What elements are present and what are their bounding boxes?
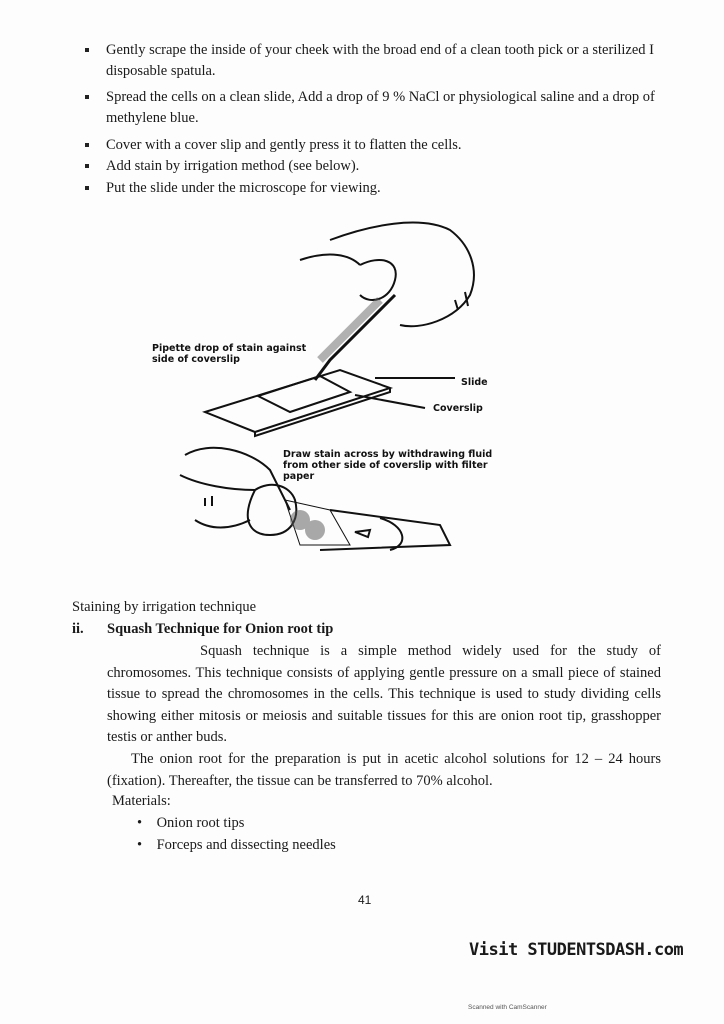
- list-item-text: Cover with a cover slip and gently press it to flatten the cells.: [106, 137, 462, 153]
- list-item: [85, 135, 675, 156]
- label-slide: Slide: [461, 377, 488, 388]
- list-item: [85, 87, 675, 129]
- list-item-text: Onion root tips: [156, 815, 245, 831]
- watermark: Visit STUDENTSDASH.com: [469, 940, 684, 960]
- section-number: ii.: [72, 621, 84, 637]
- list-item: [85, 40, 675, 82]
- list-item-text: Put the slide under the microscope for viewing.: [106, 180, 381, 196]
- scanner-note: Scanned with CamScanner: [468, 1004, 547, 1011]
- label-draw-stain: Draw stain across by withdrawing fluid from other side of coverslip with filter paper: [283, 449, 493, 482]
- materials-label: Materials:: [112, 793, 171, 809]
- list-item: • Onion root tips: [137, 815, 245, 831]
- paragraph: The onion root for the preparation is put in acetic alcohol solutions for 12 – 24 hours (fixation). Thereafter, the tissue can be transferred to 70% alcohol.: [107, 751, 661, 789]
- list-item: • Forceps and dissecting needles: [137, 837, 336, 853]
- list-item-text: Forceps and dissecting needles: [156, 837, 336, 853]
- list-item: [85, 178, 675, 199]
- irrigation-staining-illustration: [0, 200, 724, 580]
- label-pipette: Pipette drop of stain against side of coverslip: [152, 343, 307, 365]
- page-number: 41: [358, 893, 372, 907]
- label-coverslip: Coverslip: [433, 403, 483, 414]
- figure-caption: Staining by irrigation technique: [72, 599, 257, 615]
- list-item: [85, 156, 675, 177]
- list-item-text: Spread the cells on a clean slide, Add a drop of 9 % NaCl or physiological saline and a drop of methylene blue.: [106, 89, 655, 126]
- paragraph: Squash technique is a simple method widely used for the study of chromosomes. This technique consists of applying gentle pressure on a small piece of stained tissue to spread the chromosomes in the cells. This technique is used to study dividing cells showing either mitosis or meiosis and suitable tissues for this are onion root tip, grasshopper testis or anther buds.: [107, 643, 661, 746]
- list-item-text: Add stain by irrigation method (see below).: [106, 158, 360, 174]
- list-item-text: Gently scrape the inside of your cheek with the broad end of a clean tooth pick or a sterilized I disposable spatula.: [106, 42, 654, 79]
- section-title: Squash Technique for Onion root tip: [107, 621, 334, 637]
